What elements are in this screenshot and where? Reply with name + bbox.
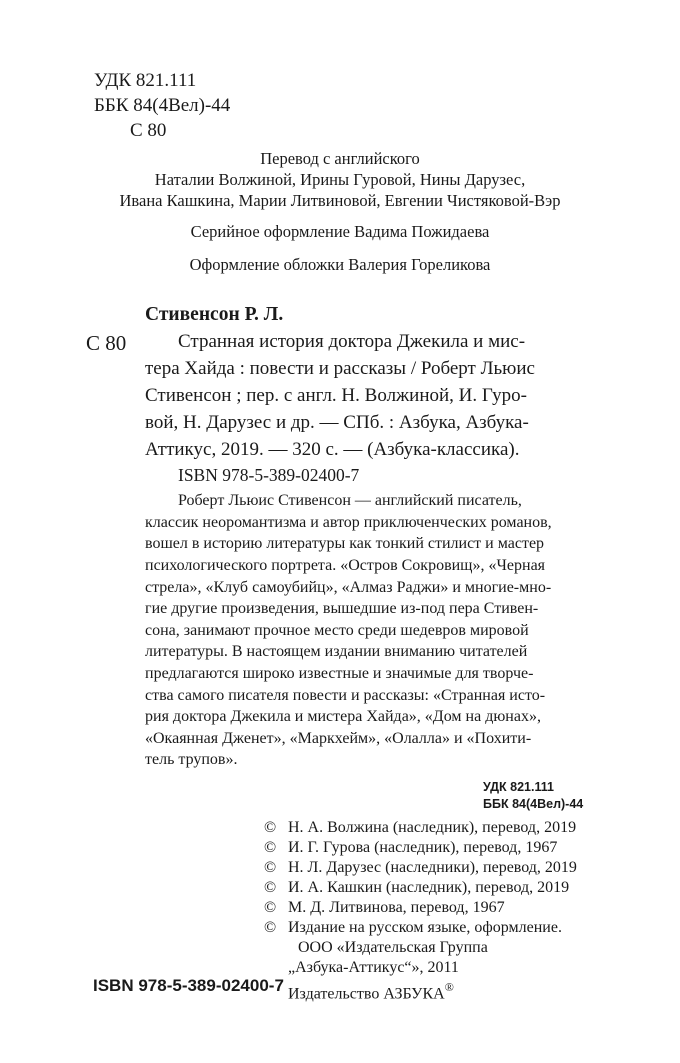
copyright-symbol: ©	[264, 859, 277, 876]
annotation-line-2: классик неоромантизма и автор приключенческих романов,	[145, 514, 552, 531]
header-udk: УДК 821.111	[94, 70, 197, 91]
catalog-index: С 80	[86, 331, 127, 355]
copyright-line-5: М. Д. Литвинова, перевод, 1967	[288, 899, 505, 916]
footer-bbk: ББК 84(4Вел)-44	[483, 797, 584, 811]
registered-mark: ®	[444, 980, 454, 994]
annotation-line-8: литературы. В настоящем издании вниманию читателей	[145, 643, 528, 660]
annotation-line-13: тель трупов».	[145, 751, 238, 768]
header-bbk: ББК 84(4Вел)-44	[94, 95, 231, 116]
copyright-line-2: И. Г. Гурова (наследник), перевод, 1967	[288, 839, 558, 856]
annotation-line-6: гие другие произведения, вышедшие из-под пера Стивен-	[145, 600, 539, 617]
translation-credit-line-3: Ивана Кашкина, Марии Литвиновой, Евгении Чистяковой-Вэр	[119, 191, 561, 210]
translation-credit-line-2: Наталии Волжиной, Ирины Гуровой, Нины Дарузес,	[154, 170, 526, 189]
copyright-symbol: ©	[264, 819, 277, 836]
imprint-text: Издательство АЗБУКА	[288, 985, 445, 1003]
imprint	[288, 978, 454, 1004]
copyright-line-1: Н. А. Волжина (наследник), перевод, 2019	[288, 819, 577, 836]
annotation-line-7: сона, занимают прочное место среди шедевров мировой	[145, 622, 529, 639]
annotation-line-12: «Окаянная Дженет», «Маркхейм», «Олалла» и «Похити-	[145, 730, 532, 747]
catalog-description-line-1: Странная история доктора Джекила и мис-	[178, 331, 526, 352]
annotation-line-5: стрела», «Клуб самоубийц», «Алмаз Раджи» и многие-мно-	[145, 579, 552, 596]
annotation-line-3: вошел в историю литературы как тонкий стилист и мастер	[145, 535, 545, 552]
catalog-description-line-3: Стивенсон ; пер. с англ. Н. Волжиной, И. Гуро-	[145, 385, 527, 406]
catalog-description-line-4: вой, Н. Дарузес и др. — СПб. : Азбука, Азбука-	[145, 412, 529, 433]
annotation-line-4: психологического портрета. «Остров Сокровищ», «Черная	[145, 557, 546, 574]
copyright-symbol: ©	[264, 839, 277, 856]
series-design-credit: Серийное оформление Вадима Пожидаева	[190, 222, 490, 241]
catalog-description-line-5: Аттикус, 2019. — 320 с. — (Азбука-классика).	[145, 439, 520, 460]
cover-design-credit: Оформление обложки Валерия Гореликова	[189, 255, 491, 274]
copyright-line-6: Издание на русском языке, оформление.	[288, 919, 562, 936]
translation-credit-line-1: Перевод с английского	[260, 149, 420, 168]
copyright-line-3: Н. Л. Дарузес (наследники), перевод, 2019	[288, 859, 577, 876]
annotation-line-11: рия доктора Джекила и мистера Хайда», «Дом на дюнах»,	[145, 708, 541, 725]
publisher-line-2: „Азбука-Аттикус“», 2011	[288, 959, 459, 976]
catalog-description-line-2: тера Хайда : повести и рассказы / Роберт Льюис	[145, 358, 535, 379]
header-index: С 80	[130, 120, 167, 141]
copyright-line-4: И. А. Кашкин (наследник), перевод, 2019	[288, 879, 570, 896]
isbn-bottom: ISBN 978-5-389-02400-7	[93, 976, 284, 995]
catalog-author: Стивенсон Р. Л.	[145, 304, 284, 325]
copyright-symbol: ©	[264, 899, 277, 916]
catalog-isbn: ISBN 978-5-389-02400-7	[178, 465, 360, 485]
copyright-symbol: ©	[264, 879, 277, 896]
copyright-symbol: ©	[264, 919, 277, 936]
annotation-line-1: Роберт Льюис Стивенсон — английский писатель,	[178, 492, 522, 509]
footer-udk: УДК 821.111	[483, 780, 554, 794]
annotation-line-10: ства самого писателя повести и рассказы: «Странная исто-	[145, 687, 546, 704]
publisher-line-1: ООО «Издательская Группа	[298, 939, 488, 956]
annotation-line-9: предлагаются широко известные и значимые для творче-	[145, 665, 534, 682]
